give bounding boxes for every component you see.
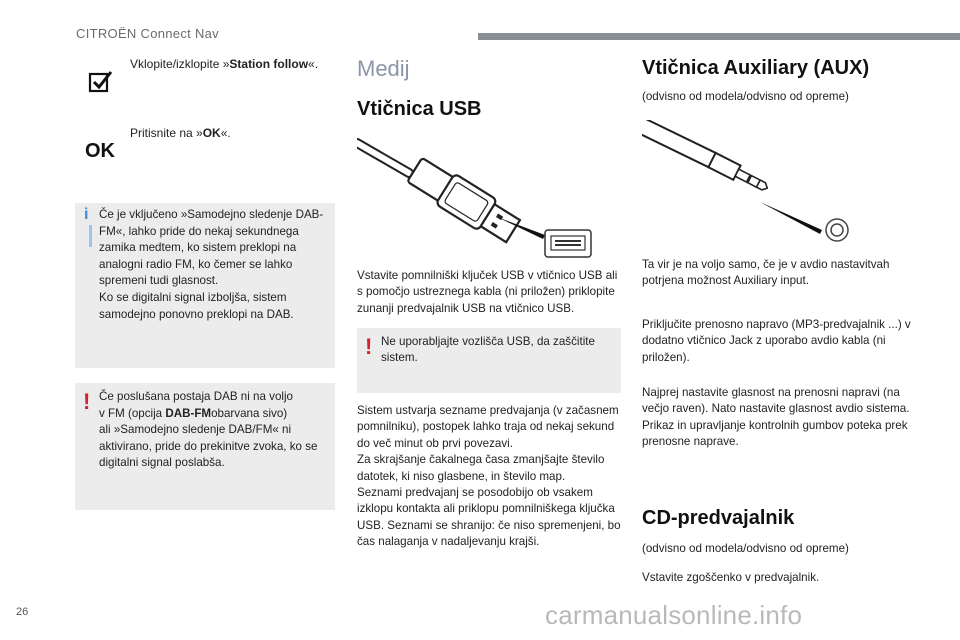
info-box-text: Če je vključeno »Samodejno sledenje DAB-FM«, lahko pride do nekaj sekundnega zamika medtem, ko sistem preklopi na analogni radio FM, ko čemer se lahko spremeni tudi glasnost. Ko se digitalni signal izboljša, sistem samodejno ponovno preklopi na DAB.: [99, 208, 324, 321]
usb-stick-illustration: [357, 135, 597, 260]
step-station-follow-prefix: Vklopite/izklopite »: [130, 57, 230, 71]
warning-rest: ali »Samodejno sledenje DAB/FM« ni aktivirano, pride do prekinitve zvoka, ko se digitalni signal poslabša.: [99, 423, 318, 470]
page-number: 26: [16, 606, 29, 618]
cd-insert-info: Vstavite zgoščenko v predvajalnik.: [642, 571, 820, 584]
step-press-ok: [130, 125, 340, 141]
warning-box: [75, 383, 335, 510]
info-icon: i: [84, 206, 89, 223]
warning-box-text: [99, 389, 333, 472]
cd-availability-note: (odvisno od modela/odvisno od opreme): [642, 542, 849, 555]
usb-instructions: Vstavite pomnilniški ključek USB v vtičnico USB ali s pomočjo ustreznega kabla (ni priložen) priklopite zunanji predvajalnik USB na vtičnico USB.: [357, 269, 618, 315]
aux-source-info: Ta vir je na voljo samo, če je v avdio nastavitvah potrjena možnost Auxiliary input.: [642, 258, 890, 288]
cd-heading: CD-predvajalnik: [642, 507, 795, 529]
info-bar: [89, 225, 92, 247]
manual-header-title: CITROËN Connect Nav: [76, 26, 219, 41]
section-title-media: Medij: [357, 56, 410, 81]
usb-warning-icon: !: [365, 334, 373, 359]
playlist-info: Sistem ustvarja sezname predvajanja (v začasnem pomnilniku), postopek lahko traja od nekaj sekund do več minut ob prvi povezavi. Za skrajšanje čakalnega časa zmanjšajte število datotek, ki niso glasbene, in število map. Seznami predvajanj se posodobijo ob vsakem izklopu kontakta ali priklopu pomnilniškega ključka USB. Seznami se shranijo: če niso spremenjeni, bo čas nalaganja v nadaljevanju krajši.: [357, 404, 621, 549]
usb-warning-box: [357, 328, 621, 393]
step-press-ok-bold: OK: [202, 126, 221, 140]
warning-line2-prefix: v FM (opcija: [99, 406, 166, 420]
ok-icon: OK: [85, 140, 115, 162]
aux-connect-info: Priključite prenosno napravo (MP3-predvajalnik ...) v dodatno vtičnico Jack z uporabo avdio kabla (ni priložen).: [642, 318, 911, 364]
step-press-ok-suffix: «.: [220, 126, 231, 140]
step-station-follow-suffix: «.: [308, 57, 319, 71]
warning-line1: Če poslušana postaja DAB ni na voljo: [99, 390, 293, 403]
aux-availability-note: (odvisno od modela/odvisno od opreme): [642, 90, 849, 103]
step-station-follow-bold: Station follow: [229, 57, 309, 71]
warning-icon: !: [83, 389, 91, 414]
usb-heading: Vtičnica USB: [357, 98, 482, 120]
step-press-ok-prefix: Pritisnite na »: [130, 126, 203, 140]
warning-line2-suffix: obarvana sivo): [211, 406, 288, 420]
warning-line2-bold: DAB-FM: [165, 406, 212, 420]
usb-warning-text: Ne uporabljajte vozlišča USB, da zaščitite sistem.: [381, 335, 595, 365]
header-bar: [478, 33, 960, 40]
info-box: [75, 203, 335, 368]
aux-volume-info: Najprej nastavite glasnost na prenosni napravi (na večjo raven). Nato nastavite glasnost avdio sistema. Prikaz in upravljanje kontrolnih gumbov poteka prek prenosne naprave.: [642, 386, 910, 449]
checkbox-icon: [88, 68, 114, 94]
watermark: carmanualsonline.info: [545, 600, 803, 630]
step-station-follow: [130, 56, 340, 72]
aux-heading: Vtičnica Auxiliary (AUX): [642, 57, 870, 79]
aux-jack-illustration: [642, 120, 862, 248]
